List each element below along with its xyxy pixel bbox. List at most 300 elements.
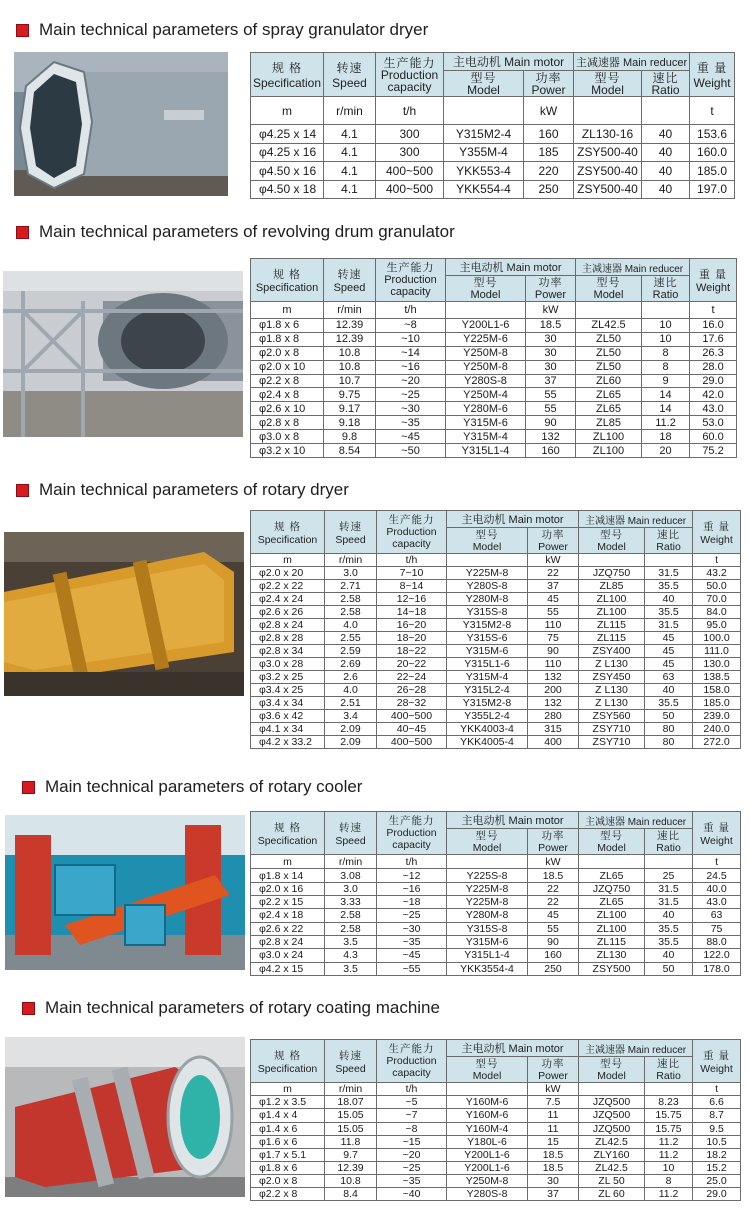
unit-cell: r/min [324,302,376,319]
unit-cell: r/min [325,1083,377,1096]
table-cell: Y315S-8 [447,922,528,935]
table-cell: 28.0 [690,360,737,374]
table-cell: 11.2 [645,1148,693,1161]
table-cell: 153.6 [690,125,735,143]
header-capacity: 生产能力 Production capacity [377,812,447,855]
table-cell: ZSY560 [579,710,645,723]
machine-photo [3,271,243,437]
table-cell: ZL42.5 [576,318,642,332]
table-cell: 18.5 [528,1161,579,1174]
table-cell: 50.0 [693,580,741,593]
table-cell: ~30 [377,922,447,935]
table-cell: φ1.8 x 6 [251,1161,325,1174]
unit-cell: t/h [377,1083,447,1096]
table-cell: 272.0 [693,736,741,749]
table-cell: φ4.25 x 16 [251,143,324,161]
table-cell: 160 [524,125,574,143]
machine-photo [5,815,245,970]
table-cell: 43.2 [693,567,741,580]
table-cell: 35.5 [645,922,693,935]
header-specification: 规 格 Specification [251,511,325,554]
table-cell: 280 [528,710,579,723]
table-cell: 7.5 [528,1096,579,1109]
table-cell: 197.0 [690,180,735,198]
table-cell: 9.18 [324,416,376,430]
header-specification: 规 格 Specification [251,259,324,302]
header-main-motor: 主电动机 Main motor [444,53,574,71]
table-cell: Y200L1-6 [446,318,526,332]
table-cell: 40 [642,180,690,198]
header-main-motor: 主电动机 Main motor [446,259,576,276]
table-cell: 2.09 [325,736,377,749]
table-cell: 110 [528,658,579,671]
table-row [251,632,741,645]
bullet-icon [22,1002,35,1015]
table-cell: 2.58 [325,922,377,935]
table-cell: 2.71 [325,580,377,593]
table-cell: 8 [642,346,690,360]
table-cell: ZL65 [576,402,642,416]
table-cell: 4.0 [325,619,377,632]
header-motor-model: 型号 Model [447,1057,528,1083]
table-cell: 12~16 [377,593,447,606]
table-cell: 37 [528,580,579,593]
table-cell: 3.5 [325,962,377,975]
table-cell: 40 [642,162,690,180]
unit-cell: r/min [325,855,377,869]
table-cell: 18.5 [528,1148,579,1161]
table-cell: 10 [642,332,690,346]
table-cell: φ1.6 x 6 [251,1135,325,1148]
table-cell: Y225M-8 [447,882,528,895]
table-cell: 132 [526,430,576,444]
table-cell: ~5 [377,1096,447,1109]
table-cell: 75 [528,632,579,645]
table-cell: φ3.4 x 34 [251,697,325,710]
table-cell: 18~22 [377,645,447,658]
table-cell: 25.0 [693,1174,741,1187]
table-row [251,922,741,935]
unit-cell: m [251,97,324,125]
table-cell: ZSY710 [579,723,645,736]
table-cell: φ4.2 x 33.2 [251,736,325,749]
table-cell: 45 [528,593,579,606]
table-cell: ZL65 [576,388,642,402]
table-cell: φ1.2 x 3.5 [251,1096,325,1109]
table-cell: 17.6 [690,332,737,346]
table-cell: 9.7 [325,1148,377,1161]
table-cell: 111.0 [693,645,741,658]
table-cell: 122.0 [693,949,741,962]
table-cell: 90 [528,935,579,948]
section-rotary-cooler [0,765,750,990]
table-cell: ZL100 [579,606,645,619]
table-cell: 2.59 [325,645,377,658]
table-cell: φ1.7 x 5.1 [251,1148,325,1161]
table-cell: 4.1 [324,125,376,143]
section-spray-granulator-dryer [0,0,750,205]
table-row [251,318,737,332]
table-cell: 400 [528,736,579,749]
table-cell: 40.0 [693,882,741,895]
table-row [251,671,741,684]
table-row [251,1096,741,1109]
table-row [251,882,741,895]
unit-cell: t/h [377,855,447,869]
table-cell: ZL50 [576,332,642,346]
table-cell: 8.4 [325,1187,377,1200]
table-cell: 185.0 [690,162,735,180]
table-cell: ZL42.5 [579,1135,645,1148]
table-cell: 31.5 [645,619,693,632]
table-cell: 3.5 [325,935,377,948]
table-cell: Y250M-8 [446,360,526,374]
table-cell: JZQ750 [579,567,645,580]
header-power: 功率 Power [524,71,574,97]
header-ratio: 速比 Ratio [645,528,693,554]
table-cell: ~20 [376,374,446,388]
machine-photo [14,52,228,196]
table-cell: ZL100 [579,922,645,935]
table-row [251,949,741,962]
table-cell: 3.08 [325,869,377,882]
table-cell: Y315L1-4 [446,444,526,458]
table-cell: Y225S-8 [447,869,528,882]
table-cell: Y200L1-6 [447,1148,528,1161]
section-revolving-drum-granulator [0,205,750,465]
table-cell: 160 [528,949,579,962]
table-row [251,710,741,723]
table-cell: 8.54 [324,444,376,458]
table-cell: φ3.6 x 42 [251,710,325,723]
table-cell: 11.2 [642,416,690,430]
table-cell: ~55 [377,962,447,975]
header-reducer-model: 型号 Model [576,276,642,302]
table-cell: 15.05 [325,1109,377,1122]
table-cell: 10 [642,318,690,332]
table-cell: 55 [526,388,576,402]
parameters-table [250,52,735,199]
table-cell: ZL100 [576,430,642,444]
table-row [251,580,741,593]
table-cell: 37 [528,1187,579,1200]
table-cell: 185.0 [693,697,741,710]
table-cell: 40 [642,125,690,143]
unit-cell [645,554,693,567]
table-cell: Y315M-6 [446,416,526,430]
header-main-reducer: 主减速器 Main reducer [579,812,693,829]
bullet-icon [16,24,29,37]
table-cell: 28~32 [377,697,447,710]
header-power: 功率 Power [528,829,579,855]
table-cell: 3.4 [325,710,377,723]
table-cell: 132 [528,697,579,710]
table-row [251,697,741,710]
units-row [251,554,741,567]
header-weight: 重 量 Weight [693,1040,741,1083]
table-cell: 29.0 [693,1187,741,1200]
table-cell: 11 [528,1109,579,1122]
table-cell: 4.1 [324,180,376,198]
table-cell: 2.58 [325,909,377,922]
table-cell: JZQ500 [579,1122,645,1135]
table-cell: YKK3554-4 [447,962,528,975]
table-cell: Y280S-8 [447,580,528,593]
table-cell: 24.5 [693,869,741,882]
table-cell: 8~14 [377,580,447,593]
table-row [251,1174,741,1187]
section-rotary-coating-machine [0,990,750,1213]
table-cell: 20~22 [377,658,447,671]
table-cell: ZL100 [576,444,642,458]
table-cell: 11.8 [325,1135,377,1148]
table-cell: ZL50 [576,360,642,374]
unit-cell: t/h [377,554,447,567]
table-cell: 35.5 [645,697,693,710]
table-row [251,360,737,374]
table-cell: φ2.6 x 22 [251,922,325,935]
unit-cell: t [693,1083,741,1096]
table-cell: ZL50 [576,346,642,360]
unit-cell [579,1083,645,1096]
table-row [251,567,741,580]
table-cell: Y180L-6 [447,1135,528,1148]
header-speed: 转速 Speed [325,812,377,855]
header-capacity: 生产能力 Production capacity [376,53,444,97]
bullet-icon [16,226,29,239]
header-motor-model: 型号 Model [444,71,524,97]
table-cell: 100.0 [693,632,741,645]
table-cell: 6.6 [693,1096,741,1109]
table-cell: 75 [693,922,741,935]
table-cell: ~40 [377,1187,447,1200]
bullet-icon [22,781,35,794]
table-cell: 10.8 [324,346,376,360]
table-cell: φ1.8 x 14 [251,869,325,882]
unit-cell [642,97,690,125]
table-cell: 130.0 [693,658,741,671]
table-cell: φ2.8 x 34 [251,645,325,658]
section-title [16,222,455,242]
table-cell: 63 [645,671,693,684]
header-ratio: 速比 Ratio [642,276,690,302]
table-cell: 400~500 [377,736,447,749]
table-cell: ZL60 [576,374,642,388]
table-cell: ZL100 [579,909,645,922]
table-cell: 2.55 [325,632,377,645]
table-cell: 9.8 [324,430,376,444]
table-row [251,935,741,948]
table-cell: 75.2 [690,444,737,458]
table-cell: φ2.8 x 28 [251,632,325,645]
table-row [251,962,741,975]
header-speed: 转速 Speed [324,53,376,97]
table-cell: 12.39 [324,332,376,346]
table-row [251,723,741,736]
unit-cell [642,302,690,319]
table-cell: 70.0 [693,593,741,606]
header-main-motor: 主电动机 Main motor [447,812,579,829]
table-cell: 20 [642,444,690,458]
table-cell: 2.58 [325,593,377,606]
header-speed: 转速 Speed [324,259,376,302]
unit-cell [447,855,528,869]
table-cell: ~14 [376,346,446,360]
table-cell: YKK4005-4 [447,736,528,749]
unit-cell: t [690,302,737,319]
table-row [251,180,735,198]
table-cell: Y315S-6 [447,632,528,645]
unit-cell: m [251,302,324,319]
section-title-text: Main technical parameters of revolving drum granulator [39,222,455,241]
table-cell: 11 [528,1122,579,1135]
table-cell: 239.0 [693,710,741,723]
table-cell: 25 [645,869,693,882]
table-cell: 30 [526,346,576,360]
unit-cell: r/min [325,554,377,567]
units-row [251,855,741,869]
header-main-reducer: 主减速器 Main reducer [576,259,690,276]
table-cell: 50 [645,710,693,723]
table-cell: 10.7 [324,374,376,388]
table-cell: φ2.4 x 18 [251,909,325,922]
header-weight: 重 量 Weight [693,812,741,855]
table-cell: Y225M-8 [447,567,528,580]
table-cell: φ2.4 x 24 [251,593,325,606]
units-row [251,302,737,319]
header-ratio: 速比 Ratio [645,829,693,855]
table-cell: 8.7 [693,1109,741,1122]
table-cell: ~25 [377,909,447,922]
table-cell: ~35 [376,416,446,430]
table-cell: 110 [528,619,579,632]
header-weight: 重 量 Weight [690,53,735,97]
table-row [251,869,741,882]
header-specification: 规 格 Specification [251,53,324,97]
table-cell: 45 [645,658,693,671]
table-row [251,444,737,458]
table-cell: 55 [528,606,579,619]
table-row [251,332,737,346]
table-cell: 22 [528,896,579,909]
table-cell: 200 [528,684,579,697]
table-cell: Y315M2-8 [447,619,528,632]
table-cell: 4.3 [325,949,377,962]
unit-cell: kW [524,97,574,125]
section-title [22,998,440,1018]
table-cell: Y315L1-6 [447,658,528,671]
table-cell: ZL115 [579,632,645,645]
table-cell: ZSY400 [579,645,645,658]
unit-cell [645,1083,693,1096]
section-title-text: Main technical parameters of spray granulator dryer [39,20,429,39]
table-cell: YKK553-4 [444,162,524,180]
unit-cell [447,554,528,567]
table-cell: 2.6 [325,671,377,684]
section-title-text: Main technical parameters of rotary cooler [45,777,363,796]
table-cell: φ2.6 x 10 [251,402,324,416]
table-cell: 84.0 [693,606,741,619]
table-cell: 9 [642,374,690,388]
table-cell: φ3.2 x 25 [251,671,325,684]
table-cell: 60.0 [690,430,737,444]
table-cell: φ2.8 x 8 [251,416,324,430]
unit-cell [576,302,642,319]
table-cell: Y225M-8 [447,896,528,909]
table-cell: 40 [645,593,693,606]
unit-cell: r/min [324,97,376,125]
table-row [251,1148,741,1161]
header-main-motor: 主电动机 Main motor [447,1040,579,1057]
table-cell: 80 [645,736,693,749]
table-cell: 10.8 [324,360,376,374]
table-cell: ~25 [377,1161,447,1174]
table-cell: ZL85 [579,580,645,593]
table-cell: ZSY500-40 [574,180,642,198]
table-cell: 9.5 [693,1122,741,1135]
table-cell: 15.75 [645,1109,693,1122]
table-row [251,162,735,180]
table-cell: Y280M-8 [447,593,528,606]
table-cell: 22~24 [377,671,447,684]
table-row [251,346,737,360]
header-capacity: 生产能力 Production capacity [377,1040,447,1083]
table-cell: 178.0 [693,962,741,975]
header-motor-model: 型号 Model [446,276,526,302]
table-row [251,388,737,402]
table-cell: ZSY500-40 [574,143,642,161]
table-cell: 43.0 [693,896,741,909]
table-row [251,143,735,161]
table-cell: φ2.8 x 24 [251,935,325,948]
table-cell: 15.2 [693,1161,741,1174]
table-cell: 31.5 [645,567,693,580]
table-cell: 400~500 [376,162,444,180]
table-cell: ZL65 [579,869,645,882]
table-cell: φ2.0 x 8 [251,1174,325,1187]
table-cell: ZSY500 [579,962,645,975]
table-cell: 35.5 [645,580,693,593]
table-cell: Y200L1-6 [447,1161,528,1174]
header-capacity: 生产能力 Production capacity [377,511,447,554]
table-cell: 31.5 [645,896,693,909]
header-ratio: 速比 Ratio [642,71,690,97]
table-cell: ~8 [377,1122,447,1135]
table-row [251,125,735,143]
header-reducer-model: 型号 Model [579,528,645,554]
machine-photo [4,532,244,696]
table-cell: 37 [526,374,576,388]
table-row [251,402,737,416]
units-row [251,1083,741,1096]
header-power: 功率 Power [528,1057,579,1083]
table-cell: 30 [526,332,576,346]
header-specification: 规 格 Specification [251,1040,325,1083]
table-cell: ~16 [377,882,447,895]
table-row [251,1161,741,1174]
table-cell: 16~20 [377,619,447,632]
unit-cell [446,302,526,319]
table-cell: 22 [528,882,579,895]
table-row [251,374,737,388]
header-capacity: 生产能力 Production capacity [376,259,446,302]
table-cell: 31.5 [645,882,693,895]
table-cell: Y250M-8 [447,1174,528,1187]
table-cell: φ1.8 x 6 [251,318,324,332]
table-cell: 12.39 [325,1161,377,1174]
table-cell: ZL100 [579,593,645,606]
table-cell: 10.8 [325,1174,377,1187]
